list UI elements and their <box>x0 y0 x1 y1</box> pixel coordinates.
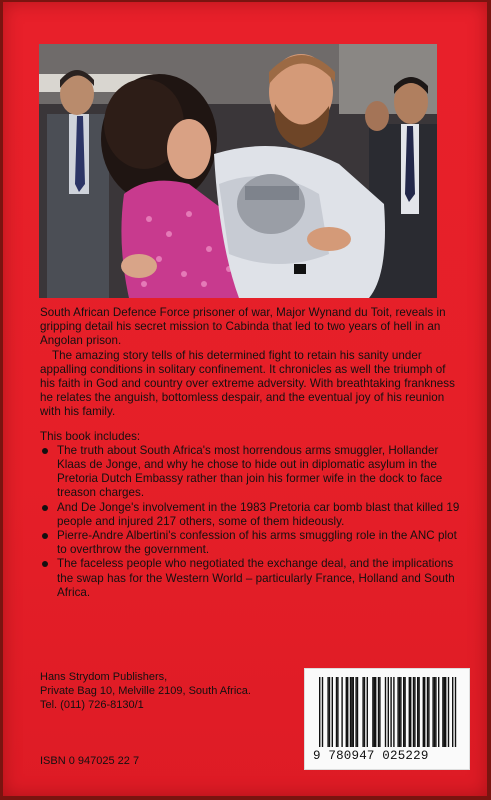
barcode-bar <box>319 677 320 747</box>
barcode-bar <box>444 677 445 747</box>
barcode-bar <box>329 677 330 747</box>
barcode-bar <box>351 677 352 747</box>
barcode-bar <box>452 677 453 747</box>
barcode-bar <box>350 677 351 747</box>
publisher-address: Private Bag 10, Melville 2109, South Africa. <box>40 685 251 698</box>
barcode-bar <box>374 677 375 747</box>
blurb-text <box>40 306 460 600</box>
barcode-icon <box>305 669 469 751</box>
barcode <box>304 668 470 770</box>
barcode-bar <box>378 677 379 747</box>
cover-photo <box>39 44 437 298</box>
list-item: The truth about South Africa's most horrendous arms smuggler, Hollander Klaas de Jonge, and why he chose to hide out in diplomatic asylum in the Pretoria Dutch Embassy rather than join his former wife in the dock to face treason charges. <box>40 444 460 501</box>
includes-heading: This book includes: <box>40 429 141 443</box>
barcode-bar <box>435 677 436 747</box>
barcode-bar <box>434 677 435 747</box>
isbn-number: ISBN 0 947025 22 7 <box>40 755 140 767</box>
barcode-bar <box>427 677 428 747</box>
list-item: Pierre-Andre Albertini's confession of his arms smuggling role in the ANC plot to overthrow the government. <box>40 529 460 557</box>
barcode-bar <box>337 677 338 747</box>
barcode-bar <box>445 677 446 747</box>
barcode-bar <box>336 677 337 747</box>
barcode-bar <box>417 677 418 747</box>
publisher-phone: Tel. (011) 726-8130/1 <box>40 699 144 712</box>
barcode-bar <box>399 677 400 747</box>
barcode-bar <box>388 677 389 747</box>
barcode-bar <box>448 677 449 747</box>
barcode-bar <box>438 677 439 747</box>
barcode-bar <box>400 677 401 747</box>
bullet-icon <box>42 561 48 567</box>
barcode-bar <box>322 677 323 747</box>
list-item: And De Jonge's involvement in the 1983 Pretoria car bomb blast that killed 19 people and injured 217 others, some of them hideously. <box>40 501 460 529</box>
bullet-icon <box>42 448 48 454</box>
barcode-bar <box>403 677 404 747</box>
barcode-bar <box>418 677 419 747</box>
barcode-digits: 9 780947 025229 <box>313 749 429 763</box>
barcode-bar <box>347 677 348 747</box>
barcode-bar <box>404 677 405 747</box>
barcode-bar <box>428 677 429 747</box>
barcode-bar <box>357 677 358 747</box>
barcode-bar <box>409 677 410 747</box>
barcode-bar <box>414 677 415 747</box>
barcode-bar <box>424 677 425 747</box>
barcode-bar <box>375 677 376 747</box>
barcode-bar <box>442 677 443 747</box>
barcode-bar <box>379 677 380 747</box>
blurb-paragraph-2: The amazing story tells of his determined fight to retain his sanity under appalling conditions in solitary confinement. It chronicles as well the triumph of his faith in God and country over extreme adversity. With breathtaking frankness he relates the anguish, bottomless despair, and the eventual joy of his reunion with his family. <box>40 348 455 419</box>
barcode-bar <box>390 677 391 747</box>
barcode-bar <box>341 677 342 747</box>
includes-list <box>40 444 460 600</box>
barcode-bar <box>327 677 328 747</box>
publisher-info <box>40 670 300 713</box>
barcode-bar <box>332 677 333 747</box>
photo-of-reunion-embrace-icon <box>39 44 437 298</box>
barcode-bar <box>372 677 373 747</box>
barcode-bar <box>432 677 433 747</box>
blurb-paragraph-1: South African Defence Force prisoner of war, Major Wynand du Toit, reveals in gripping detail his secret mission to Cabinda that led to two years of hell in an Angolan prison. <box>40 306 446 348</box>
barcode-bar <box>367 677 368 747</box>
barcode-bar <box>397 677 398 747</box>
barcode-bar <box>455 677 456 747</box>
barcode-bar <box>385 677 386 747</box>
book-back-cover <box>3 2 487 796</box>
barcode-bar <box>353 677 354 747</box>
barcode-bar <box>346 677 347 747</box>
barcode-bar <box>393 677 394 747</box>
barcode-bar <box>423 677 424 747</box>
bullet-icon <box>42 533 48 539</box>
barcode-bar <box>362 677 363 747</box>
barcode-bar <box>413 677 414 747</box>
barcode-bar <box>410 677 411 747</box>
barcode-bar <box>355 677 356 747</box>
barcode-bar <box>364 677 365 747</box>
bullet-icon <box>42 505 48 511</box>
publisher-name: Hans Strydom Publishers, <box>40 671 168 683</box>
list-item: The faceless people who negotiated the exchange deal, and the implications the swap has for the Western World – particularly France, Holland and South Africa. <box>40 557 460 600</box>
